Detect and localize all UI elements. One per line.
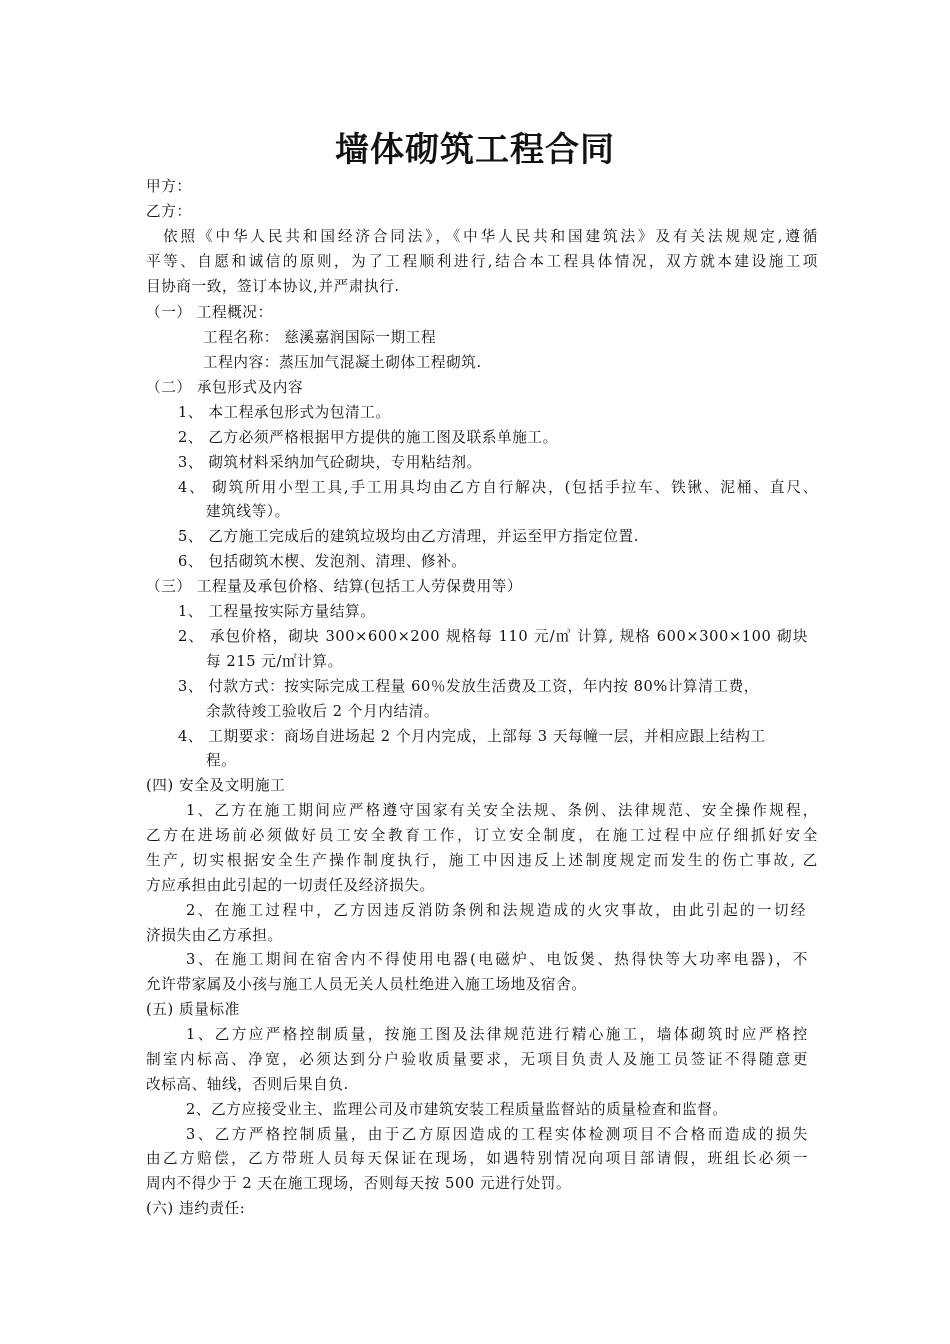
section-5-line-4: 2、乙方应接受业主、监理公司及市建筑安装工程质量监督站的质量检查和监督。 — [186, 1101, 728, 1118]
party-b-label: 乙方： — [146, 203, 192, 220]
section-3-item-2-cont: 每 215 元/㎡计算。 — [206, 653, 343, 670]
section-3-item-3-cont: 余款待竣工验收后 2 个月内结清。 — [206, 703, 440, 720]
section-4-line-5: 2、在施工过程中，乙方因违反消防条例和法规造成的火灾事故，由此引起的一切经 — [186, 902, 806, 919]
section-4-line-3: 生产, 切实根据安全生产操作制度执行，施工中因违反上述制度规定而发生的伤亡事故, 乙 — [146, 852, 818, 869]
party-a-label: 甲方： — [146, 178, 192, 195]
section-5-line-7: 周内不得少于 2 天在施工现场，否则每天按 500 元进行处罚。 — [146, 1175, 572, 1192]
section-5-heading: (五) 质量标准 — [146, 1001, 240, 1018]
section-4-line-8: 允许带家属及小孩与施工人员无关人员杜绝进入施工场地及宿舍。 — [146, 976, 587, 993]
section-4-heading: (四) 安全及文明施工 — [146, 777, 286, 794]
section-4-line-2: 乙方在进场前必须做好员工安全教育工作，订立安全制度，在施工过程中应仔细抓好安全 — [146, 827, 818, 844]
intro-line-2: 平等、自愿和诚信的原则，为了工程顺利进行,结合本工程具体情况，双方就本建设施工项 — [146, 253, 818, 270]
section-5-line-3: 改标高、轴线，否则后果自负. — [146, 1076, 349, 1093]
section-4-line-7: 3、在施工期间在宿舍内不得使用电器(电磁炉、电饭煲、热得快等大功率电器)，不 — [186, 951, 808, 968]
section-2-item-3: 3、 砌筑材料采纳加气砼砌块，专用粘结剂。 — [178, 454, 482, 471]
project-name: 工程名称： 慈溪嘉润国际一期工程 — [203, 329, 437, 346]
section-3-item-4-cont: 程。 — [206, 752, 237, 769]
intro-line-1: 依照《中华人民共和国经济合同法》，《中华人民共和国建筑法》及有关法规规定,遵循 — [163, 228, 818, 245]
section-2-item-1: 1、 本工程承包形式为包清工。 — [178, 404, 391, 421]
section-3-item-4: 4、 工期要求：商场自进场起 2 个月内完成，上部每 3 天每幢一层，并相应跟上结构工 — [178, 728, 766, 745]
section-2-item-5: 5、 乙方施工完成后的建筑垃圾均由乙方清理，并运至甲方指定位置. — [178, 528, 639, 545]
section-5-line-1: 1、乙方应严格控制质量，按施工图及法律规范进行精心施工，墙体砌筑时应严格控 — [186, 1026, 808, 1043]
project-content: 工程内容：蒸压加气混凝土砌体工程砌筑. — [203, 354, 482, 371]
section-2-item-4-cont: 建筑线等）。 — [206, 503, 290, 520]
section-2-item-4: 4、 砌筑所用小型工具,手工用具均由乙方自行解决，(包括手拉车、铁锹、泥桶、直尺、 — [178, 479, 818, 496]
section-3-item-1: 1、 工程量按实际方量结算。 — [178, 603, 376, 620]
section-2-item-2: 2、 乙方必须严格根据甲方提供的施工图及联系单施工。 — [178, 429, 558, 446]
section-5-line-6: 由乙方赔偿，乙方带班人员每天保证在现场，如遇特别情况向项目部请假，班组长必须一 — [146, 1150, 808, 1167]
section-3-item-3: 3、 付款方式：按实际完成工程量 60％发放生活费及工资，年内按 80%计算清工费， — [178, 678, 760, 695]
section-2-heading: （二） 承包形式及内容 — [146, 379, 304, 396]
section-5-line-5: 3、乙方严格控制质量，由于乙方原因造成的工程实体检测项目不合格而造成的损失 — [186, 1126, 808, 1143]
document-title: 墙体砌筑工程合同 — [335, 130, 615, 170]
section-3-heading: （三） 工程量及承包价格、结算(包括工人劳保费用等） — [146, 578, 523, 595]
section-4-line-1: 1、乙方在施工期间应严格遵守国家有关安全法规、条例、法律规范、安全操作规程， — [186, 802, 818, 819]
section-6-heading: (六) 违约责任: — [146, 1200, 246, 1217]
section-4-line-6: 济损失由乙方承担。 — [146, 927, 283, 944]
section-2-item-6: 6、 包括砌筑木楔、发泡剂、清理、修补。 — [178, 553, 467, 570]
section-4-line-4: 方应承担由此引起的一切责任及经济损失。 — [146, 877, 435, 894]
section-5-line-2: 制室内标高、净宽，必须达到分户验收质量要求，无项目负责人及施工员签证不得随意更 — [146, 1051, 808, 1068]
section-1-heading: （一） 工程概况： — [146, 304, 273, 321]
section-3-item-2: 2、 承包价格，砌块 300×600×200 规格每 110 元/㎥ 计算, 规格 600×300×100 砌块 — [178, 628, 808, 645]
intro-line-3: 目协商一致，签订本协议,并严肃执行. — [146, 278, 400, 295]
